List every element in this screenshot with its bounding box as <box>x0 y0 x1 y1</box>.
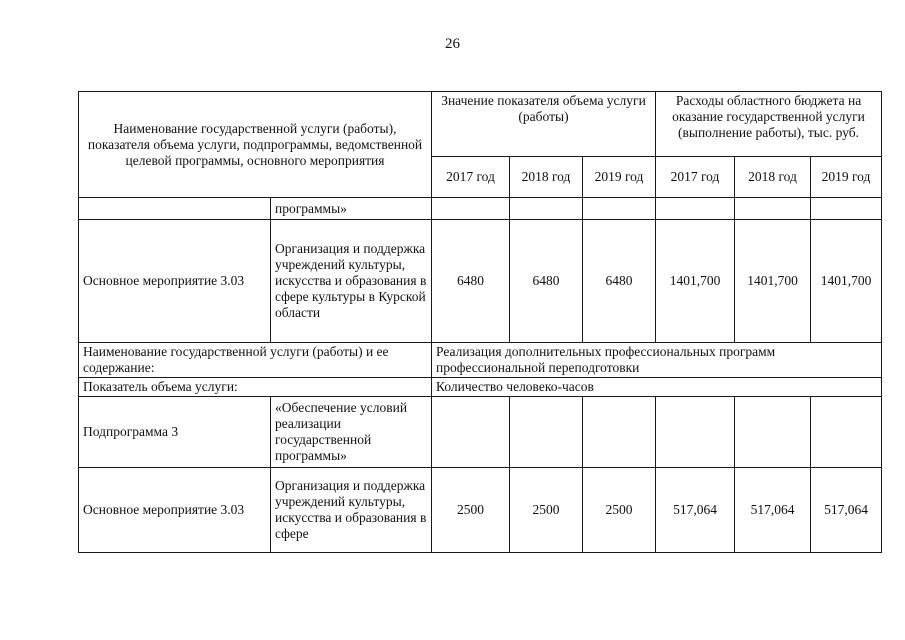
cell-description: Организация и поддержка учреждений культуры, искусства и образования в сфере <box>271 468 432 553</box>
service-value: Реализация дополнительных профессиональных программ профессиональной переподготовки <box>432 343 882 378</box>
cell-volume-2019: 6480 <box>583 220 656 343</box>
year-budget-2018: 2018 год <box>735 157 811 198</box>
cell-empty <box>510 397 583 468</box>
cell-empty <box>510 198 583 220</box>
cell-volume-2017: 2500 <box>432 468 510 553</box>
header-row <box>79 92 882 157</box>
table-row <box>79 220 882 343</box>
cell-budget-2019: 517,064 <box>811 468 882 553</box>
cell-empty <box>432 397 510 468</box>
cell-empty <box>583 198 656 220</box>
cell-empty <box>811 397 882 468</box>
cell-budget-2018: 1401,700 <box>735 220 811 343</box>
cell-budget-2019: 1401,700 <box>811 220 882 343</box>
table-row <box>79 198 882 220</box>
table-row <box>79 397 882 468</box>
year-budget-2019: 2019 год <box>811 157 882 198</box>
cell-empty <box>735 397 811 468</box>
cell-empty <box>583 397 656 468</box>
year-volume-2019: 2019 год <box>583 157 656 198</box>
cell-empty <box>656 397 735 468</box>
cell-description: «Обеспечение условий реализации государственной программы» <box>271 397 432 468</box>
budget-table <box>78 91 882 553</box>
cell-description: Организация и поддержка учреждений культуры, искусства и образования в сфере культуры в Курской области <box>271 220 432 343</box>
cell-empty <box>811 198 882 220</box>
header-budget-column: Расходы областного бюджета на оказание государственной услуги (выполнение работы), тыс. руб. <box>656 92 882 157</box>
table-row <box>79 378 882 397</box>
header-name-column: Наименование государственной услуги (работы), показателя объема услуги, подпрограммы, ведомственной целевой программы, основного мероприятия <box>79 92 432 198</box>
cell-volume-2018: 2500 <box>510 468 583 553</box>
indicator-label: Показатель объема услуги: <box>79 378 432 397</box>
cell-budget-2017: 1401,700 <box>656 220 735 343</box>
cell-activity-name: Основное мероприятие 3.03 <box>79 220 271 343</box>
cell-subprogram-name: Подпрограмма 3 <box>79 397 271 468</box>
service-label: Наименование государственной услуги (работы) и ее содержание: <box>79 343 432 378</box>
year-budget-2017: 2017 год <box>656 157 735 198</box>
cell-volume-2017: 6480 <box>432 220 510 343</box>
cell-activity-name: Основное мероприятие 3.03 <box>79 468 271 553</box>
cell-empty <box>432 198 510 220</box>
cell-budget-2018: 517,064 <box>735 468 811 553</box>
header-volume-column: Значение показателя объема услуги (работы) <box>432 92 656 157</box>
cell-empty <box>656 198 735 220</box>
cell-budget-2017: 517,064 <box>656 468 735 553</box>
cell-volume-2018: 6480 <box>510 220 583 343</box>
cell-empty <box>735 198 811 220</box>
table-row <box>79 468 882 553</box>
table-row <box>79 343 882 378</box>
cell-description: программы» <box>271 198 432 220</box>
year-volume-2017: 2017 год <box>432 157 510 198</box>
indicator-value: Количество человеко-часов <box>432 378 882 397</box>
cell-volume-2019: 2500 <box>583 468 656 553</box>
year-volume-2018: 2018 год <box>510 157 583 198</box>
page-number: 26 <box>445 36 460 52</box>
cell-empty <box>79 198 271 220</box>
